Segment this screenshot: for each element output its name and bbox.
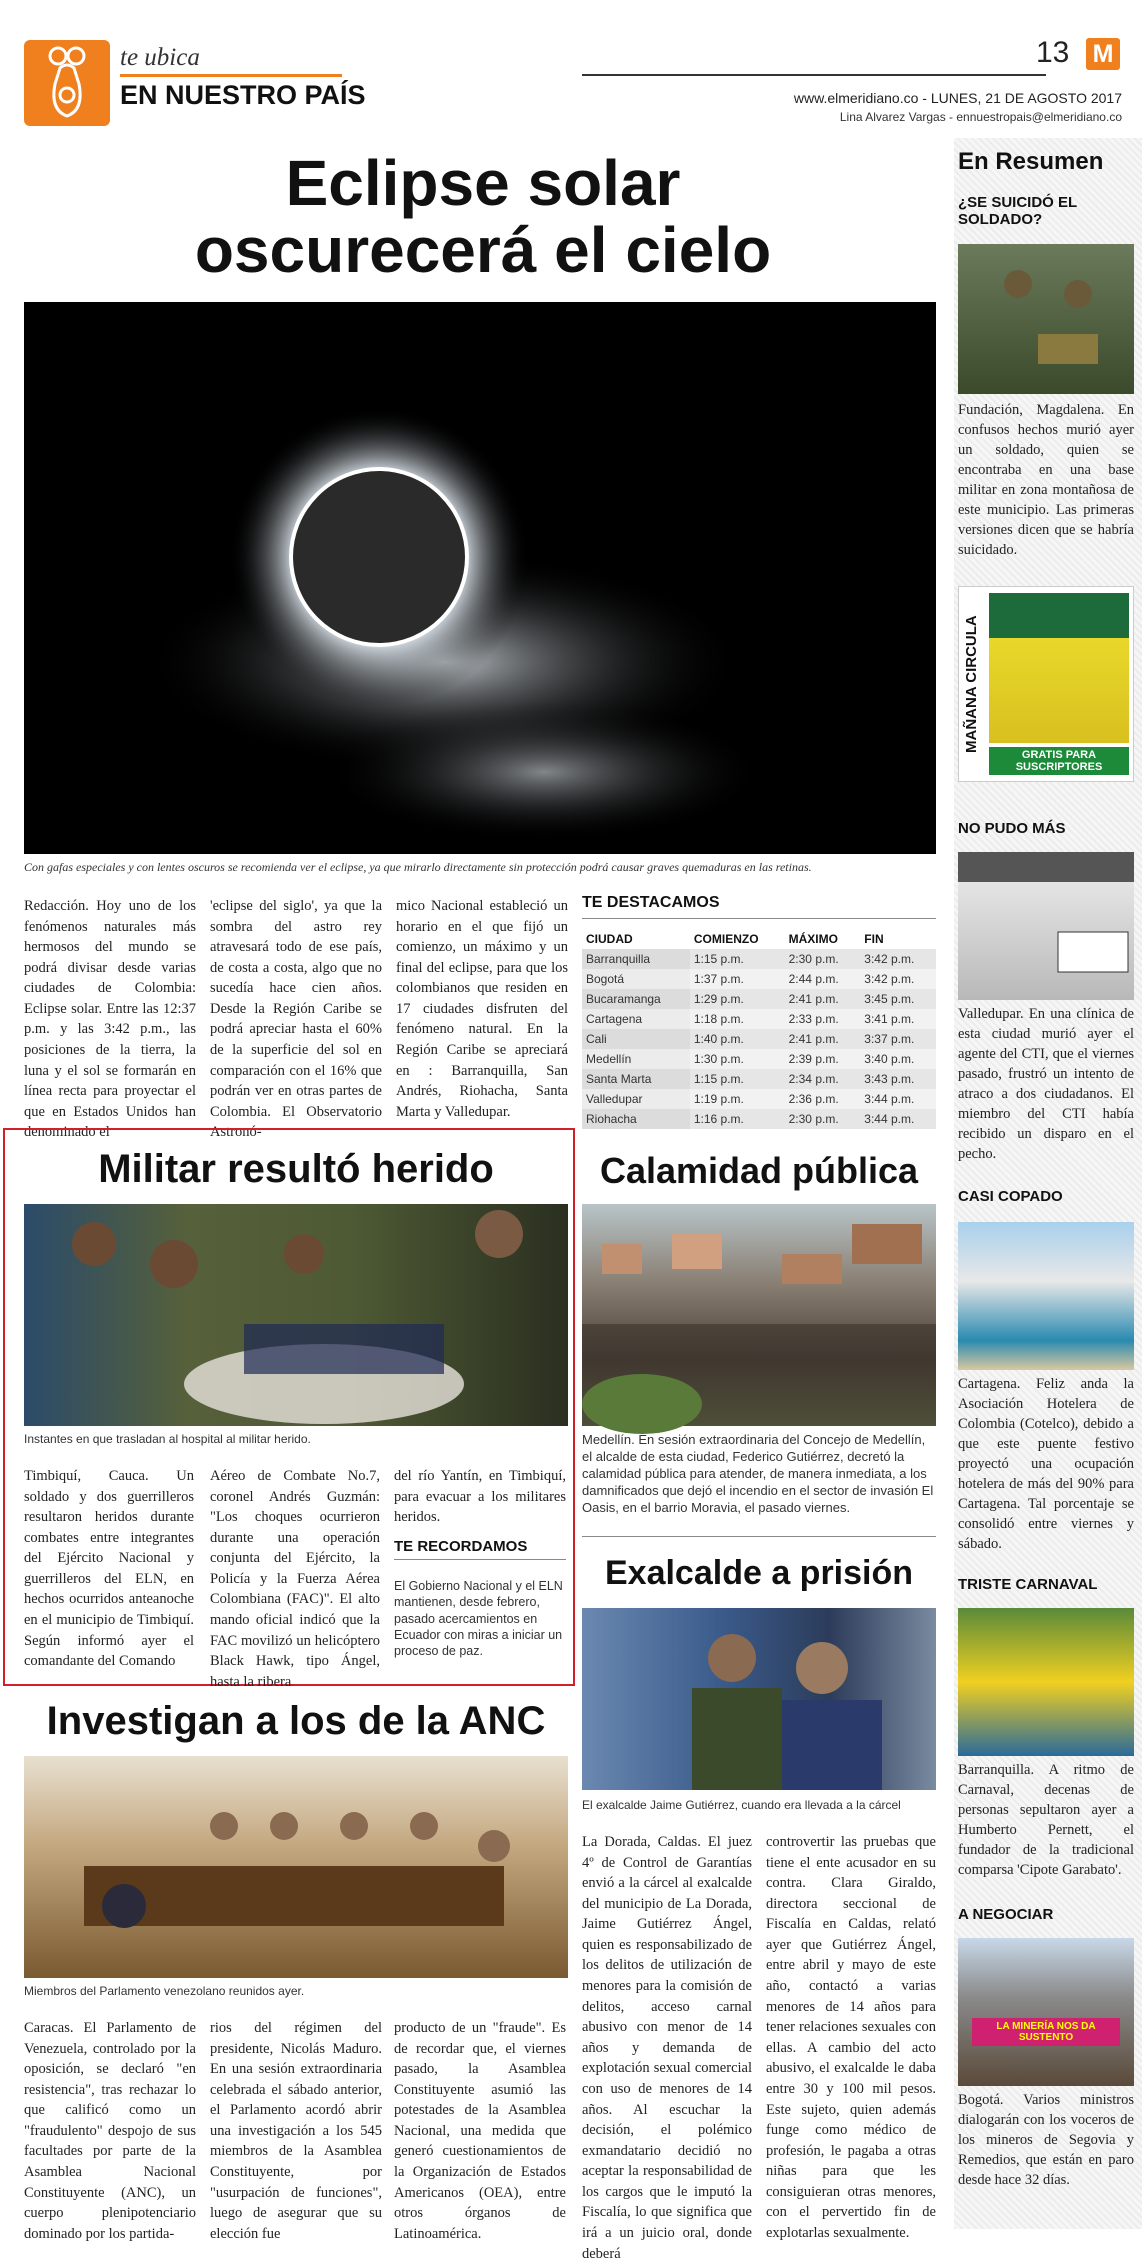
- table-cell: 3:42 p.m.: [860, 969, 936, 989]
- table-cell: 3:44 p.m.: [860, 1089, 936, 1109]
- exalcalde-headline: Exalcalde a prisión: [604, 1554, 914, 1592]
- militar-col-2: Aéreo de Combate No.7, coronel Andrés Guzmán: "Los choques ocurrieron durante una operación conjunta del Ejército, la Policía y la Fuerza Aérea Colombiana (FAC)". El alto mando oficial indicó que la FAC movilizó un helicóptero Black Hawk, tipo Ángel, hasta la ribera: [210, 1468, 380, 1690]
- times-table-header: FIN: [864, 932, 884, 946]
- eclipse-headline: [30, 147, 936, 287]
- times-table-title: TE DESTACAMOS: [582, 894, 936, 919]
- table-cell: Riohacha: [582, 1109, 690, 1129]
- table-cell: 2:36 p.m.: [785, 1089, 861, 1109]
- table-cell: 1:40 p.m.: [690, 1029, 785, 1049]
- times-table-header: COMIENZO: [693, 932, 759, 946]
- militar-box-text: El Gobierno Nacional y el ELN mantienen, desde febrero, pasado acercamientos en Ecuador con miras a iniciar un proceso de paz.: [394, 1579, 563, 1658]
- calamidad-rule: [582, 1536, 936, 1537]
- sidebar-item1-text: Fundación, Magdalena. En confusos hechos murió ayer un soldado, quien se encontraba en una base militar en zona montañosa de este municipio. Las primeras versiones dicen que se habría suicidado.: [958, 402, 1134, 558]
- table-cell: 2:30 p.m.: [785, 949, 861, 969]
- calamidad-photo: [582, 1204, 936, 1426]
- table-row: [582, 989, 936, 1009]
- table-cell: 1:18 p.m.: [690, 1009, 785, 1029]
- table-row: [582, 1109, 936, 1129]
- sidebar-item2-title: NO PUDO MÁS: [958, 820, 1066, 837]
- promo-magazine-cover: [989, 593, 1129, 743]
- militar-col-3: del río Yantín, en Timbiquí, para evacuar a los militares heridos.: [394, 1468, 566, 1526]
- eclipse-photo: [24, 302, 936, 854]
- sidebar-item5-photo: [958, 1938, 1134, 2086]
- sidebar-item3-text: Cartagena. Feliz anda la Asociación Hotelera de Colombia (Cotelco), debido a que este puente festivo proyectó una ocupación hotelera de más del 90% para Cartagena. Tal porcentaje se consolidó entre viernes y sábado.: [958, 1376, 1134, 1552]
- table-cell: 2:41 p.m.: [785, 1029, 861, 1049]
- table-cell: Medellín: [582, 1049, 690, 1069]
- sidebar-item1-photo: [958, 244, 1134, 394]
- eclipse-headline-line1: Eclipse solar: [285, 147, 681, 219]
- calamidad-caption: Medellín. En sesión extraordinaria del Concejo de Medellín, el alcalde de esta ciudad, Federico Gutiérrez, decretó la calamidad pública para atender, de manera inmediata, a los damnificados que dejó el incendio en el sector de invasión El Oasis, en el barrio Moravia, el pasado viernes.: [582, 1432, 934, 1515]
- eclipse-headline-line2: oscurecerá el cielo: [194, 214, 772, 287]
- sidebar-item5-banner: LA MINERÍA NOS DA SUSTENTO: [972, 2018, 1120, 2046]
- militar-box-title: TE RECORDAMOS: [394, 1538, 566, 1560]
- sidebar-title: En Resumen: [958, 148, 1104, 175]
- sidebar-item3-photo: [958, 1222, 1134, 1370]
- exalcalde-photo: [582, 1608, 936, 1790]
- sidebar-item2-text: Valledupar. En una clínica de esta ciudad murió ayer el agente del CTI, que el viernes pasado, frustró un intento de atraco a dos ciudadanos. El miembro del CTI había recibido un disparo en el pecho.: [958, 1006, 1134, 1162]
- anc-col-1: Caracas. El Parlamento de Venezuela, controlado por la oposición, se declaró "en resistencia", tras rechazar lo que calificó como un "fraudulento" despojo de sus facultades por parte de la Asamblea Nacional Constituyente (ANC), un cuerpo plenipotenciario dominado por los partida-: [24, 2020, 196, 2242]
- sidebar-item5-text: Bogotá. Varios ministros dialogarán con los voceros de los mineros de Segovia y Remedios, que están en paro desde hace 32 días.: [958, 2092, 1134, 2188]
- table-cell: Valledupar: [582, 1089, 690, 1109]
- sidebar-item4-photo: [958, 1608, 1134, 1756]
- table-cell: 1:29 p.m.: [690, 989, 785, 1009]
- sidebar-item4-title: TRISTE CARNAVAL: [958, 1576, 1098, 1593]
- section-kicker: te ubica: [120, 44, 200, 71]
- sidebar-item3-title: CASI COPADO: [958, 1188, 1063, 1205]
- author-line: Lina Alvarez Vargas - ennuestropais@elmeridiano.co: [839, 110, 1122, 124]
- table-cell: 1:30 p.m.: [690, 1049, 785, 1069]
- anc-col-3: producto de un "fraude". Es de recordar que, el viernes pasado, la Asamblea Constituyente asumió las potestades de la Asamblea Nacional, una medida que generó cuestionamientos de la Organización de Estados Americanos (OEA), entre otros órganos de Latinoamérica.: [394, 2020, 566, 2242]
- sidebar-item2-photo: [958, 852, 1134, 1000]
- table-cell: 3:40 p.m.: [860, 1049, 936, 1069]
- table-cell: Barranquilla: [582, 949, 690, 969]
- eclipse-times-table: [582, 929, 936, 1129]
- table-cell: Cali: [582, 1029, 690, 1049]
- table-cell: 2:39 p.m.: [785, 1049, 861, 1069]
- section-title: EN NUESTRO PAÍS: [120, 80, 366, 110]
- table-cell: Bogotá: [582, 969, 690, 989]
- table-row: [582, 969, 936, 989]
- table-cell: 3:41 p.m.: [860, 1009, 936, 1029]
- militar-col-1: Timbiquí, Cauca. Un soldado y dos guerrilleros resultaron heridos durante combates entre integrantes del Ejército Nacional y guerrilleros del ELN, en hechos ocurridos anteanoche en el municipio de Timbiquí. Según informó ayer el comandante del Comando: [24, 1468, 194, 1670]
- times-table-header: MÁXIMO: [788, 932, 838, 946]
- militar-photo: [24, 1204, 568, 1426]
- table-row: [582, 949, 936, 969]
- times-table-header: CIUDAD: [586, 932, 633, 946]
- anc-col-2: rios del régimen del presidente, Nicolás Maduro. En una sesión extraordinaria celebrada el sábado anterior, el Parlamento acordó abrir una investigación a los 545 miembros de la Asamblea Constituyente, por "usurpación de funciones", luego de asegurar que su elección fue: [210, 2020, 382, 2242]
- anc-headline: Investigan a los de la ANC: [46, 1699, 546, 1743]
- table-cell: Bucaramanga: [582, 989, 690, 1009]
- table-row: [582, 1009, 936, 1029]
- sidebar-item5-title: A NEGOCIAR: [958, 1906, 1054, 1923]
- table-cell: 1:19 p.m.: [690, 1089, 785, 1109]
- table-cell: 2:33 p.m.: [785, 1009, 861, 1029]
- table-cell: 2:44 p.m.: [785, 969, 861, 989]
- page-number: 13: [1036, 36, 1070, 69]
- table-cell: Cartagena: [582, 1009, 690, 1029]
- sidebar-item4-text: Barranquilla. A ritmo de Carnaval, decenas de personas sepultaron ayer a Humberto Pernett, el fundador de la tradicional comparsa 'Cipote Garabato'.: [958, 1762, 1134, 1878]
- table-cell: 3:37 p.m.: [860, 1029, 936, 1049]
- table-cell: 1:37 p.m.: [690, 969, 785, 989]
- sidebar-item1-title: ¿SE SUICIDÓ EL SOLDADO?: [958, 194, 1077, 228]
- promo-badge: GRATIS PARA SUSCRIPTORES: [989, 747, 1129, 775]
- table-row: [582, 1049, 936, 1069]
- table-cell: 2:34 p.m.: [785, 1069, 861, 1089]
- table-cell: Santa Marta: [582, 1069, 690, 1089]
- dateline: www.elmeridiano.co - LUNES, 21 DE AGOSTO 2017: [793, 90, 1122, 106]
- exalcalde-col-2: controvertir las pruebas que tiene el ente acusador en su contra. Clara Giraldo, directora seccional de Fiscalía en Caldas, relató ayer que Gutiérrez Ángel, entre abril y mayo de este año, contactó a varias menores de 14 años para tener relaciones sexuales con ellas. A cambio del acto abusivo, el exalcalde le daba entre 30 y 100 mil pesos. Este sujeto, quien además funge como médico de profesión, le pagaba a otras niñas para que les consiguieran otras menores, con el pervertido fin de explotarlas sexualmente.: [766, 1834, 936, 2241]
- table-cell: 3:45 p.m.: [860, 989, 936, 1009]
- table-cell: 1:15 p.m.: [690, 1069, 785, 1089]
- calamidad-headline: Calamidad pública: [599, 1150, 919, 1191]
- promo-vertical-label: MAÑANA CIRCULA: [963, 615, 980, 753]
- table-cell: 1:16 p.m.: [690, 1109, 785, 1129]
- anc-caption: Miembros del Parlamento venezolano reunidos ayer.: [24, 1984, 305, 1998]
- eclipse-col-1: Redacción. Hoy uno de los fenómenos naturales más hermosos del mundo se podrá divisar desde varias ciudades de Colombia: Eclipse solar. Entre las 12:37 p.m. y las 3:42 p.m., las posiciones de la tierra, la luna y el sol se formarán en línea recta para proyectar el que en Estados Unidos han denominado el: [24, 898, 196, 1141]
- table-row: [582, 1069, 936, 1089]
- anc-photo: [24, 1756, 568, 1978]
- header-rule: [582, 74, 1046, 76]
- table-row: [582, 1029, 936, 1049]
- table-cell: 3:43 p.m.: [860, 1069, 936, 1089]
- kicker-divider: [120, 74, 342, 77]
- sidebar-promo: [958, 586, 1134, 782]
- eclipse-caption: Con gafas especiales y con lentes oscuros se recomienda ver el eclipse, ya que mirarlo directamente sin protección podrá causar graves quemaduras en las retinas.: [24, 860, 812, 874]
- militar-headline: Militar resultó herido: [98, 1147, 494, 1191]
- table-row: [582, 1089, 936, 1109]
- eclipse-col-3: mico Nacional estableció un horario en el que fijó un comienzo, un máximo y un final del eclipse, para que los colombianos que residen en 17 ciudades disfruten del fenómeno natural. En la Región Caribe se apreciará en : Barranquilla, San Andrés, Riohacha, Santa Marta y Valledupar.: [396, 898, 568, 1120]
- eclipse-col-2: 'eclipse del siglo', ya que la sombra del astro rey atravesará todo de ese país, de costa a costa, algo que no sucedía hace cien años. Desde la Región Caribe se podrá apreciar hasta el 60% de la superficie del sol en comparación con el 16% que podrán ver en otras partes de Colombia. El Observatorio Astronó-: [210, 898, 382, 1141]
- exalcalde-col-1: La Dorada, Caldas. El juez 4º de Control de Garantías envió a la cárcel al exalcalde del municipio de La Dorada, Jaime Gutiérrez Ángel, quien es responsabilizado de los delitos de utilización de menores para la comisión de delitos, acceso carnal abusivo con menor de 14 años y demanda de explotación sexual comercial con uso de menores de 14 años. Al escuchar la decisión, el polémico exmandatario decidió no aceptar la responsabilidad de los cargos que le imputó la Fiscalía, lo que significa que irá a un juicio oral, donde deberá: [582, 1834, 752, 2262]
- table-cell: 3:44 p.m.: [860, 1109, 936, 1129]
- table-cell: 1:15 p.m.: [690, 949, 785, 969]
- table-cell: 2:41 p.m.: [785, 989, 861, 1009]
- exalcalde-caption: El exalcalde Jaime Gutiérrez, cuando era llevada a la cárcel: [582, 1798, 901, 1812]
- brand-logo: M: [1086, 38, 1120, 70]
- militar-caption: Instantes en que trasladan al hospital al militar herido.: [24, 1432, 311, 1446]
- table-cell: 2:30 p.m.: [785, 1109, 861, 1129]
- table-cell: 3:42 p.m.: [860, 949, 936, 969]
- eclipse-times-box: [582, 894, 936, 1129]
- section-logo-icon: [24, 40, 110, 126]
